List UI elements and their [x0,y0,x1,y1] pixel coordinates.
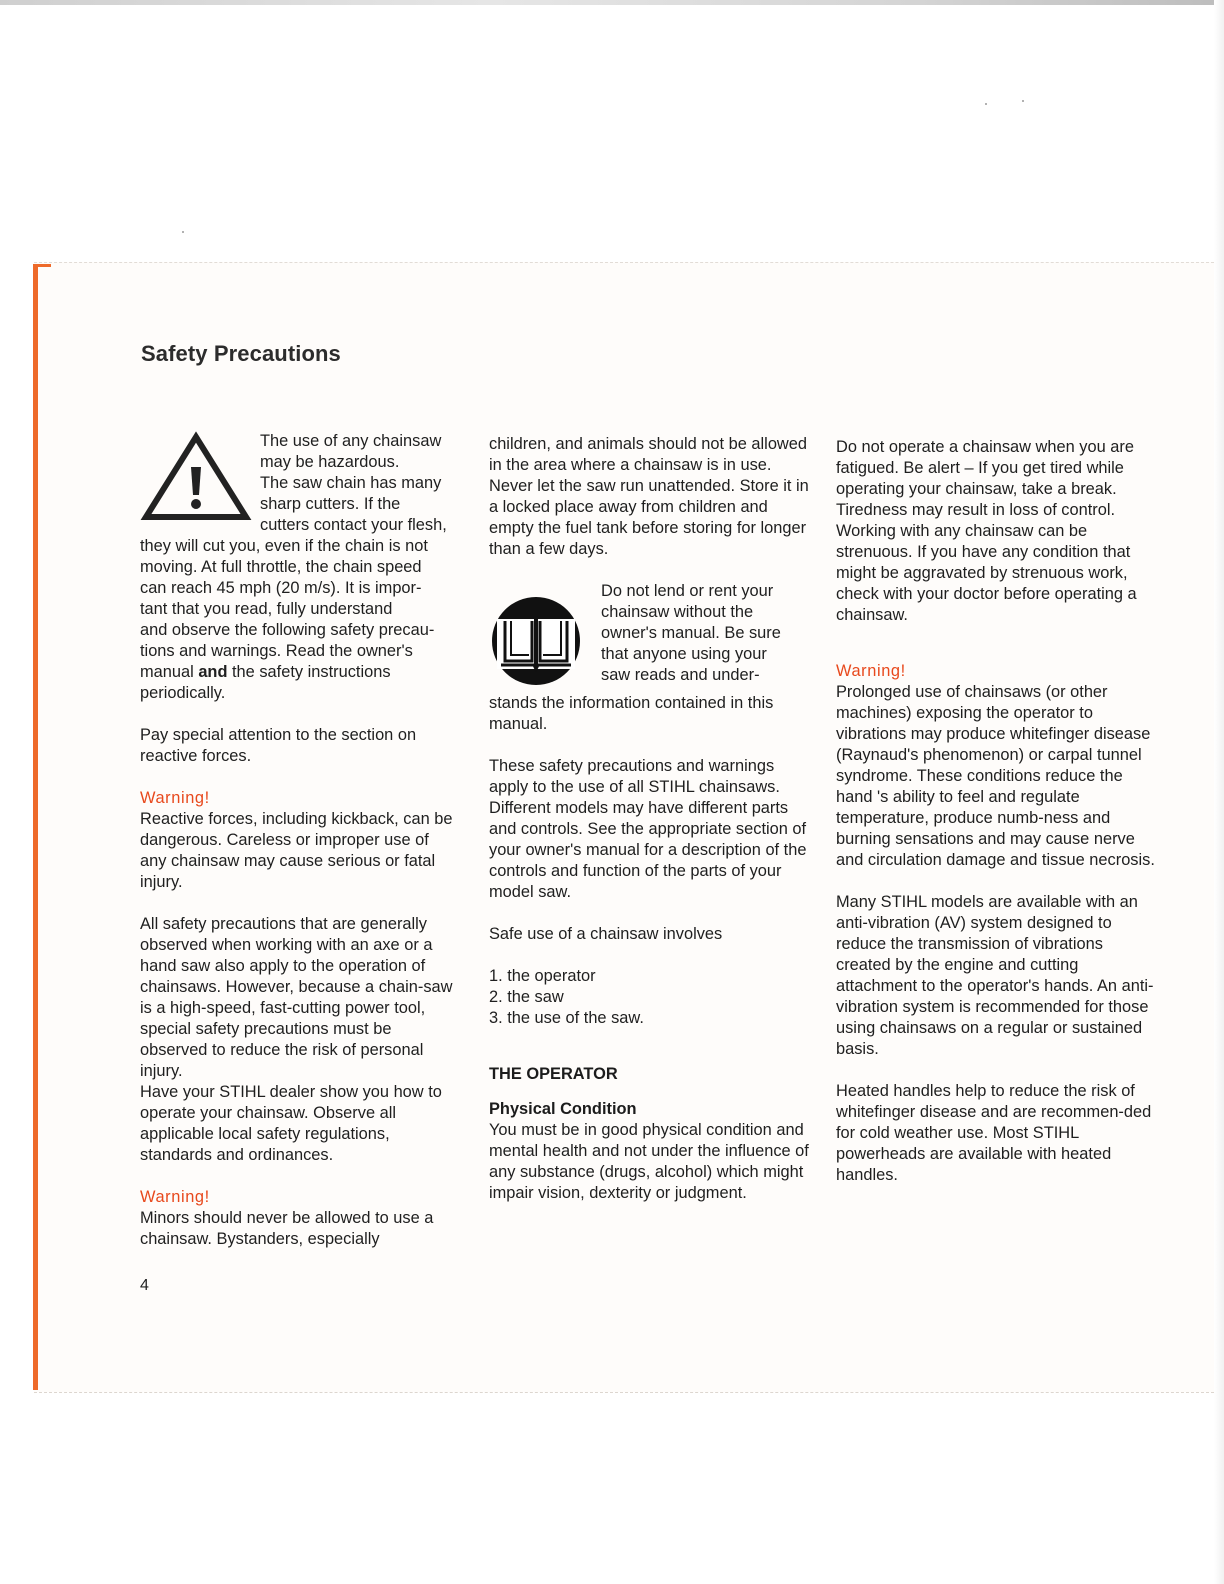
intro-line: moving. At full throttle, the chain speed [140,558,422,576]
page-number: 4 [140,1277,149,1294]
manual-line: saw reads and under- [601,666,760,684]
manual-line: that anyone using your [601,645,767,663]
warning-label: Warning! [140,1188,210,1206]
intro-line: tant that you read, fully understand [140,600,393,618]
intro-line: The use of any chainsaw [260,432,442,450]
general-precautions-paragraph: All safety precautions that are generally observed when working with an axe or a hand saw also apply to the operation of chainsaws. However, because a chain-saw is a high-speed, fast-cutting power tool, special safety precautions must be observed to reduce the risk of personal injury. [140,915,453,1080]
safe-use-intro: Safe use of a chainsaw involves [489,925,723,943]
manual-line: chainsaw without the [601,603,754,621]
list-item: 1. the operator [489,967,596,985]
intro-line: can reach 45 mph (20 m/s). It is impor- [140,579,422,597]
bystanders-paragraph: children, and animals should not be allowed in the area where a chainsaw is in use. Never let the saw run unattended. Store it in a locked place away from children and empty the fuel tank before storing for longer than a few days. [489,435,809,558]
column-1 [140,431,458,1250]
intro-text: the safety instructions [227,663,391,681]
warning-text-vibration: Prolonged use of chainsaws (or other machines) exposing the operator to vibrations may produce whitefinger disease (Raynaud's phenomenon) or carpal tunnel syndrome. These conditions reduce the hand 's ability to feel and regulate temperature, produce numb-ness and burning sensations and may cause nerve and circulation damage and tissue necrosis. [836,683,1155,869]
scan-speck [182,231,184,233]
intro-line: cutters contact your flesh, [260,516,447,534]
warning-text-minors: Minors should never be allowed to use a chainsaw. Bystanders, especially [140,1209,434,1248]
scan-speck [985,103,987,105]
fatigue-paragraph: Do not operate a chainsaw when you are fatigued. Be alert – If you get tired while operating your chainsaw, take a break. Tiredness may result in loss of control. Working with any chainsaw can be strenuous. If you have any condition that might be aggravated by strenuous work, check with your doctor before operating a chainsaw. [836,438,1137,624]
accent-margin-tick [33,264,51,267]
manual-line: Do not lend or rent your [601,582,774,600]
page-top-edge [34,262,1214,264]
warning-text-reactive: Reactive forces, including kickback, can be dangerous. Careless or improper use of any chainsaw may cause serious or fatal injury. [140,810,453,891]
manual-line: owner's manual. Be sure [601,624,781,642]
physical-condition-paragraph: You must be in good physical condition and mental health and not under the influence of any substance (drugs, alcohol) which might impair vision, dexterity or judgment. [489,1121,809,1202]
intro-line: may be hazardous. [260,453,400,471]
applicability-paragraph: These safety precautions and warnings apply to the use of all STIHL chainsaws. Different models may have different parts and controls. See the appropriate section of your owner's manual for a description of the controls and function of the parts of your model saw. [489,757,807,901]
manual-line: manual. [489,715,548,733]
intro-line: The saw chain has many [260,474,442,492]
scan-edge-right [1214,0,1224,1584]
list-item: 2. the saw [489,988,564,1006]
column-3 [836,437,1156,1186]
page-bottom-edge [34,1392,1214,1393]
intro-line: periodically. [140,684,226,702]
scan-speck [1022,100,1024,102]
reactive-forces-note: Pay special attention to the section on reactive forces. [140,726,417,765]
warning-triangle-icon [140,431,252,523]
warning-label: Warning! [836,662,906,680]
column-2 [489,434,809,1204]
emphasis-and: and [198,663,228,681]
safe-use-list [489,966,809,1029]
list-item: 3. the use of the saw. [489,1009,644,1027]
manual-line: stands the information contained in this [489,694,774,712]
section-heading: THE OPERATOR [489,1065,618,1083]
intro-line: and observe the following safety precau- [140,621,435,639]
warning-label: Warning! [140,789,210,807]
intro-line: tions and warnings. Read the owner's [140,642,413,660]
scan-edge-top [0,0,1224,5]
accent-margin-bar [33,264,38,1390]
intro-text: manual [140,663,199,681]
dealer-paragraph: Have your STIHL dealer show you how to operate your chainsaw. Observe all applicable local safety regulations, standards and ordinances. [140,1083,442,1164]
page-title: Safety Precautions [141,341,341,366]
manual-book-icon [489,591,587,691]
anti-vibration-paragraph: Many STIHL models are available with an anti-vibration (AV) system designed to reduce the transmission of vibrations created by the engine and cutting attachment to the operator's hands. An anti-vibration system is recommended for those using chainsaws on a regular or sustained basis. [836,893,1154,1058]
intro-line [140,662,458,683]
intro-line: sharp cutters. If the [260,495,401,513]
intro-line: they will cut you, even if the chain is not [140,537,428,555]
heated-handles-paragraph: Heated handles help to reduce the risk of whitefinger disease and are recommen-ded for cold weather use. Most STIHL powerheads are available with heated handles. [836,1082,1152,1184]
sub-heading: Physical Condition [489,1100,637,1118]
